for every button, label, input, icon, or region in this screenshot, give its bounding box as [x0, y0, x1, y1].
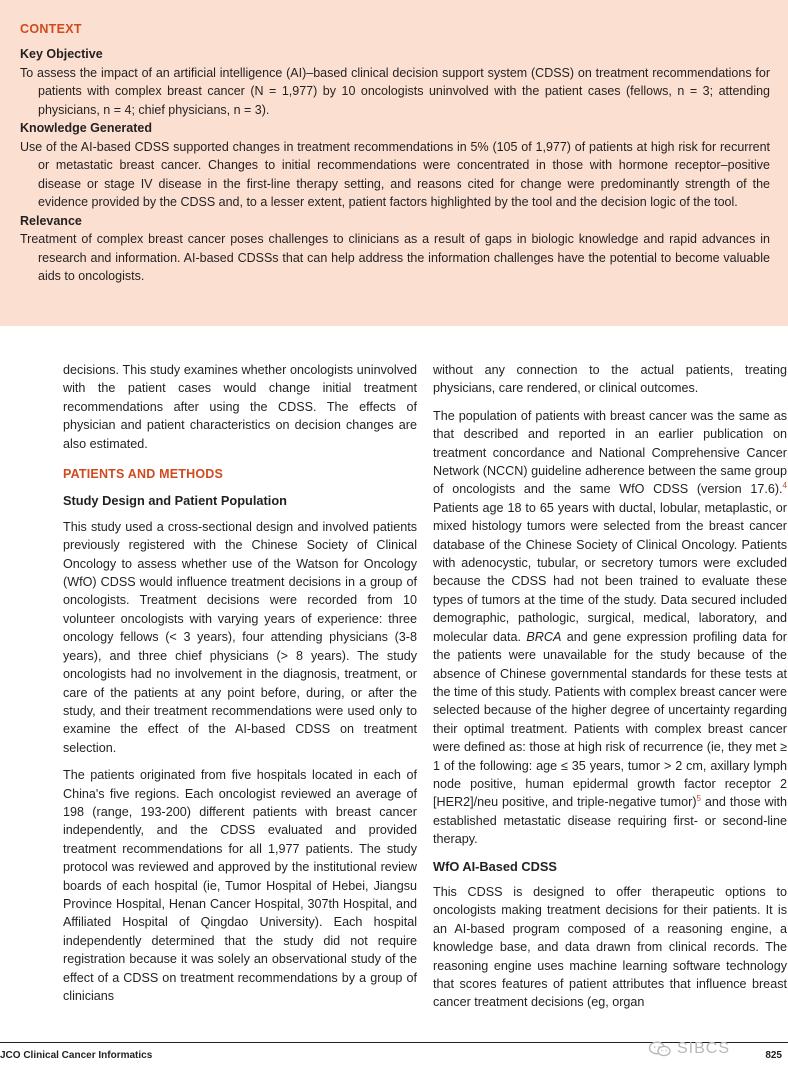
context-heading: CONTEXT [20, 22, 82, 36]
population-text-d: and those with established metastatic disease requiring first- or second-line therapy. [433, 795, 787, 847]
context-box [0, 0, 788, 326]
knowledge-generated-text: Use of the AI-based CDSS supported changes in treatment recommendations in 5% (105 of 1,977) of patients at high risk for recurrent or metastatic breast cancer. Changes to initial recommendations were concentrated in those with hormone receptor–positive disease or stage IV disease in the first-line therapy setting, and reasons cited for change were predominantly strength of the evidence provided by the CDSS and, to a lesser extent, patient factors highlighted by the tool and the decision logic of the tool. [20, 139, 770, 209]
brca-term: BRCA [526, 629, 562, 644]
wfo-cdss-paragraph: This CDSS is designed to offer therapeutic options to oncologists making treatment decisions for their patients. It is an AI-based program composed of a reasoning engine, a knowledge base, and data drawn from clinical records. The reasoning engine uses machine learning software technology that scores features of patient attributes that influence breast cancer treatment decisions (eg, organ [433, 884, 787, 1010]
reference-4-link[interactable]: 4 [782, 481, 787, 491]
key-objective-heading: Key Objective [20, 47, 103, 61]
relevance-text: Treatment of complex breast cancer poses challenges to clinicians as a result of gaps in biologic knowledge and rapid advances in research and information. AI-based CDSSs that can help address the information challenges have the potential to become valuable aids to oncologists. [20, 232, 770, 283]
subheading-wfo-cdss: WfO AI-Based CDSS [433, 858, 557, 874]
subheading-study-design: Study Design and Patient Population [63, 493, 287, 509]
continuation-paragraph: without any connection to the actual patients, treating physicians, care rendered, or clinical outcomes. [433, 363, 787, 396]
watermark [648, 1040, 730, 1058]
page-number: 825 [765, 1050, 782, 1061]
key-objective-text: To assess the impact of an artificial intelligence (AI)–based clinical decision support system (CDSS) on treatment recommendations for patients with complex breast cancer (N = 1,977) by 10 oncologists uninvolved with the patient cases (fellows, n = 3; attending physicians, n = 4; chief physicians, n = 3). [20, 65, 770, 117]
wechat-icon [648, 1041, 672, 1057]
journal-name: JCO Clinical Cancer Informatics [0, 1050, 153, 1061]
hospitals-paragraph: The patients originated from five hospitals located in each of China's five regions. Each oncologist reviewed an average of 198 (range, 193-200) different patients with breast cancer independently, and the CDSS evaluated and provided treatment recommendations for all 1,977 patients. The study protocol was reviewed and approved by the institutional review boards of each hospital (ie, Tumor Hospital of Hebei, Jiangsu Province Hospital, Henan Cancer Hospital, 307th Hospital, and Affiliated Hospital of Qingdao University). Each hospital independently determined that the study did not require registration because it was solely an observational study of the effect of a CDSS on treatment recommendations by a group of clinicians [63, 768, 417, 1003]
population-text-c: and gene expression profiling data for the patients were unavailable for the study because of the absence of Chinese governmental standards for these tests at the time of this study. Patients with complex breast cancer were selected because of the higher degree of uncertainty regarding their optimal treatment. Patients with complex breast cancer were defined as: those at high risk of recurrence (ie, they met ≥ 1 of the following: age ≤ 35 years, tumor > 2 cm, axillary lymph node positive, human epidermal growth factor receptor 2 [HER2]/neu positive, and triple-negative tumor) [433, 629, 787, 810]
population-paragraph [433, 407, 787, 849]
population-text-b: Patients age 18 to 65 years with ductal, lobular, metaplastic, or mixed histology tumors were selected from the breast cancer database of the Chinese Society of Clinical Oncology. Patients with adenocystic, tubular, or secretory tumors were excluded because the CDSS had not been trained to evaluate these types of tumors at the time of the study. Data secured included demographic, pathologic, surgical, medical, laboratory, and molecular data. [433, 500, 787, 644]
knowledge-generated-heading: Knowledge Generated [20, 121, 152, 135]
reference-5-link[interactable]: 5 [696, 794, 701, 804]
left-column [63, 361, 417, 1014]
page-footer [0, 1042, 788, 1072]
relevance-heading: Relevance [20, 213, 82, 228]
population-text-a: The population of patients with breast cancer was the same as that described and reported in an earlier publication on treatment concordance and National Comprehensive Cancer Network (NCCN) guideline adherence between the same group of oncologists and the same WfO CDSS (version 17.6). [433, 408, 787, 497]
section-heading-patients-methods: PATIENTS AND METHODS [63, 467, 224, 482]
right-column [433, 361, 787, 1021]
study-design-paragraph: This study used a cross-sectional design and involved patients previously registered with the Chinese Society of Clinical Oncology to assess whether use of the Watson for Oncology (WfO) CDSS would influence treatment decisions in a group of oncologists. Treatment decisions were recorded from 10 volunteer oncologists with varying years of experience: three oncology fellows (< 3 years), four attending physicians (3-8 years), and three chief physicians (> 8 years). The study oncologists had no involvement in the diagnosis, treatment, or care of the patients at any point before, during, or after the study, and their treatment recommendations were used only to examine the effect of the AI-based CDSS on treatment selection. [63, 519, 417, 755]
intro-paragraph: decisions. This study examines whether oncologists uninvolved with the patient cases would change initial treatment recommendations after using the CDSS. The effects of physician and patient characteristics on decision changes are also estimated. [63, 363, 417, 451]
watermark-text: SIBCS [676, 1040, 730, 1057]
